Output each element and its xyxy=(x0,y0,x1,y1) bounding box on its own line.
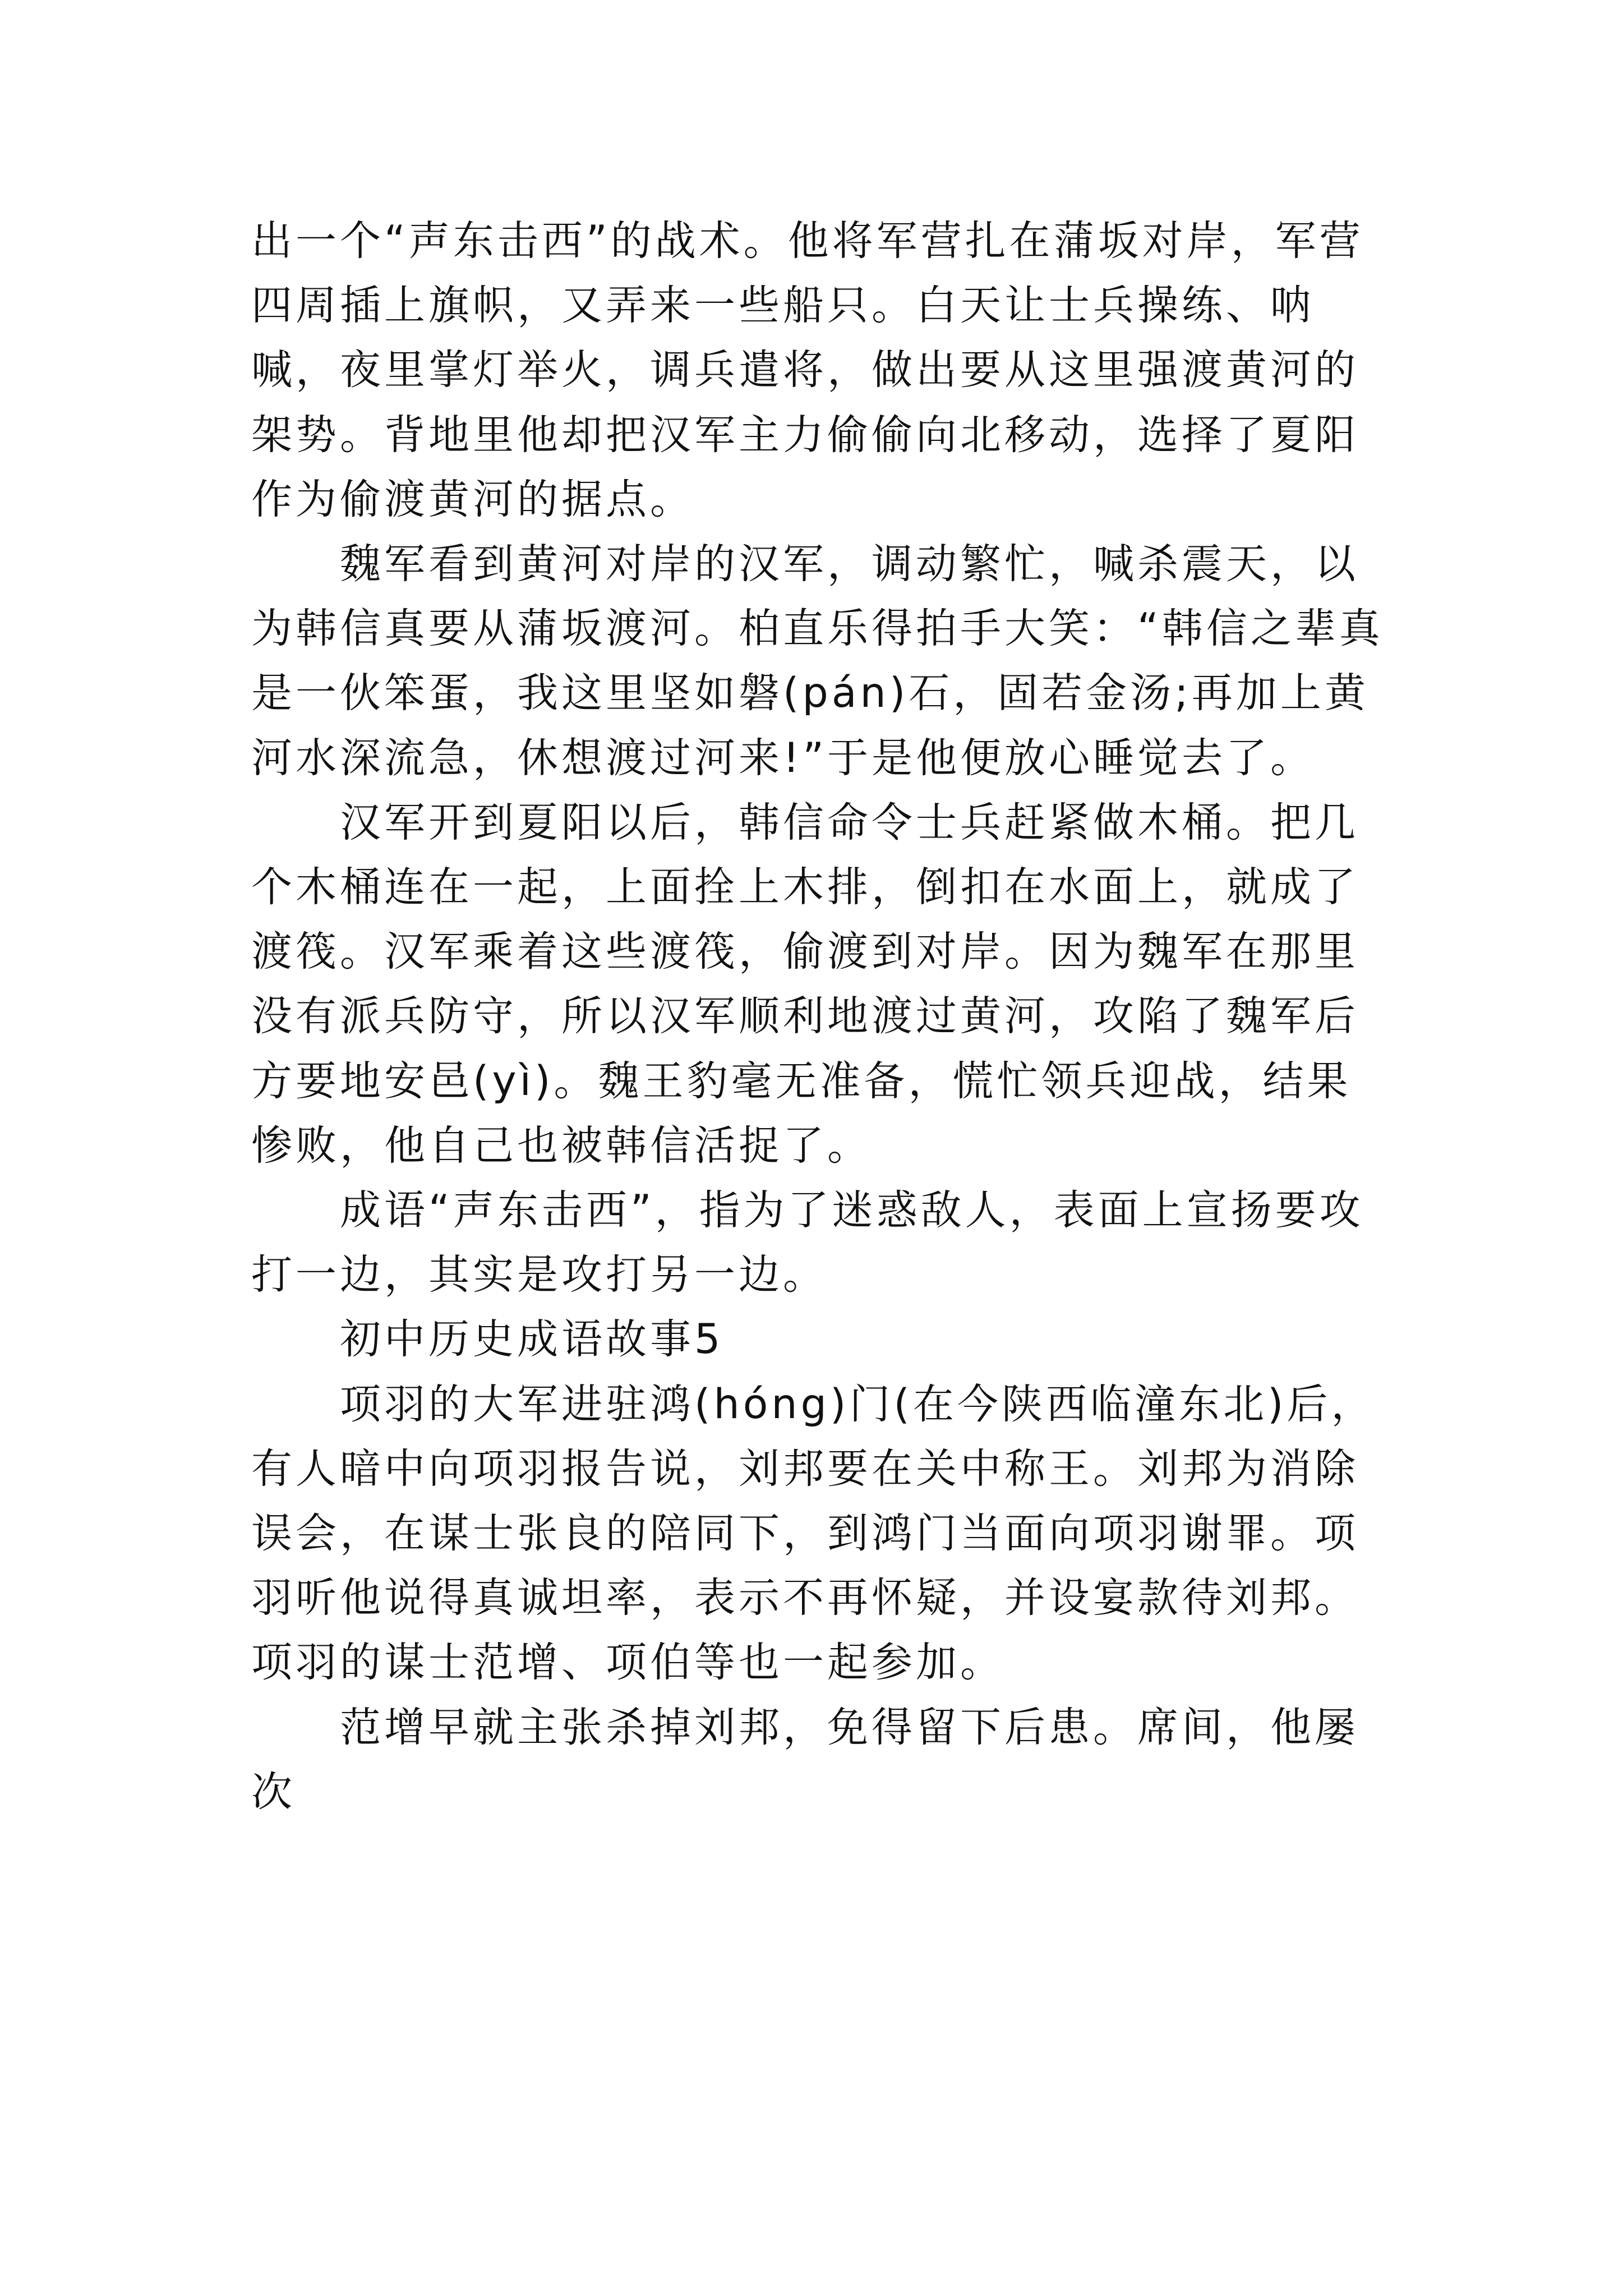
paragraph-3: 汉军开到夏阳以后，韩信命令士兵赶紧做木桶。把几个木桶连在一起，上面拴上木排，倒扣在水面上，就成了渡筏。汉军乘着这些渡筏，偷渡到对岸。因为魏军在那里没有派兵防守，所以汉军顺利地渡过黄河，攻陷了魏军后方要地安邑(yì)。魏王豹毫无准备，慌忙领兵迎战，结果惨败，他自己也被韩信活捉了。 xyxy=(251,798,1359,1170)
paragraph-1: 出一个“声东击西”的战术。他将军营扎在蒲坂对岸，军营四周插上旗帜，又弄来一些船只。白天让士兵操练、呐喊，夜里掌灯举火，调兵遣将，做出要从这里强渡黄河的架势。背地里他却把汉军主力偷偷向北移动，选择了夏阳作为偷渡黄河的据点。 xyxy=(251,217,1364,523)
paragraph-2: 魏军看到黄河对岸的汉军，调动繁忙，喊杀震天，以为韩信真要从蒲坂渡河。柏直乐得拍手大笑：“韩信之辈真是一伙笨蛋，我这里坚如磐(pán)石，固若金汤;再加上黄河水深流急，休想渡过河来!”于是他便放心睡觉去了。 xyxy=(251,540,1384,782)
document-body xyxy=(251,209,1390,1824)
paragraph-5: 项羽的大军进驻鸿(hóng)门(在今陕西临潼东北)后，有人暗中向项羽报告说，刘邦要在关中称王。刘邦为消除误会，在谋士张良的陪同下，到鸿门当面向项羽谢罪。项羽听他说得真诚坦率，表示不再怀疑，并设宴款待刘邦。项羽的谋士范增、项伯等也一起参加。 xyxy=(251,1380,1376,1687)
paragraph-6: 范增早就主张杀掉刘邦，免得留下后患。席间，他屡次 xyxy=(251,1703,1359,1816)
section-heading: 初中历史成语故事5 xyxy=(340,1315,724,1364)
paragraph-4: 成语“声东击西”，指为了迷惑敌人，表面上宣扬要攻打一边，其实是攻打另一边。 xyxy=(251,1186,1364,1299)
